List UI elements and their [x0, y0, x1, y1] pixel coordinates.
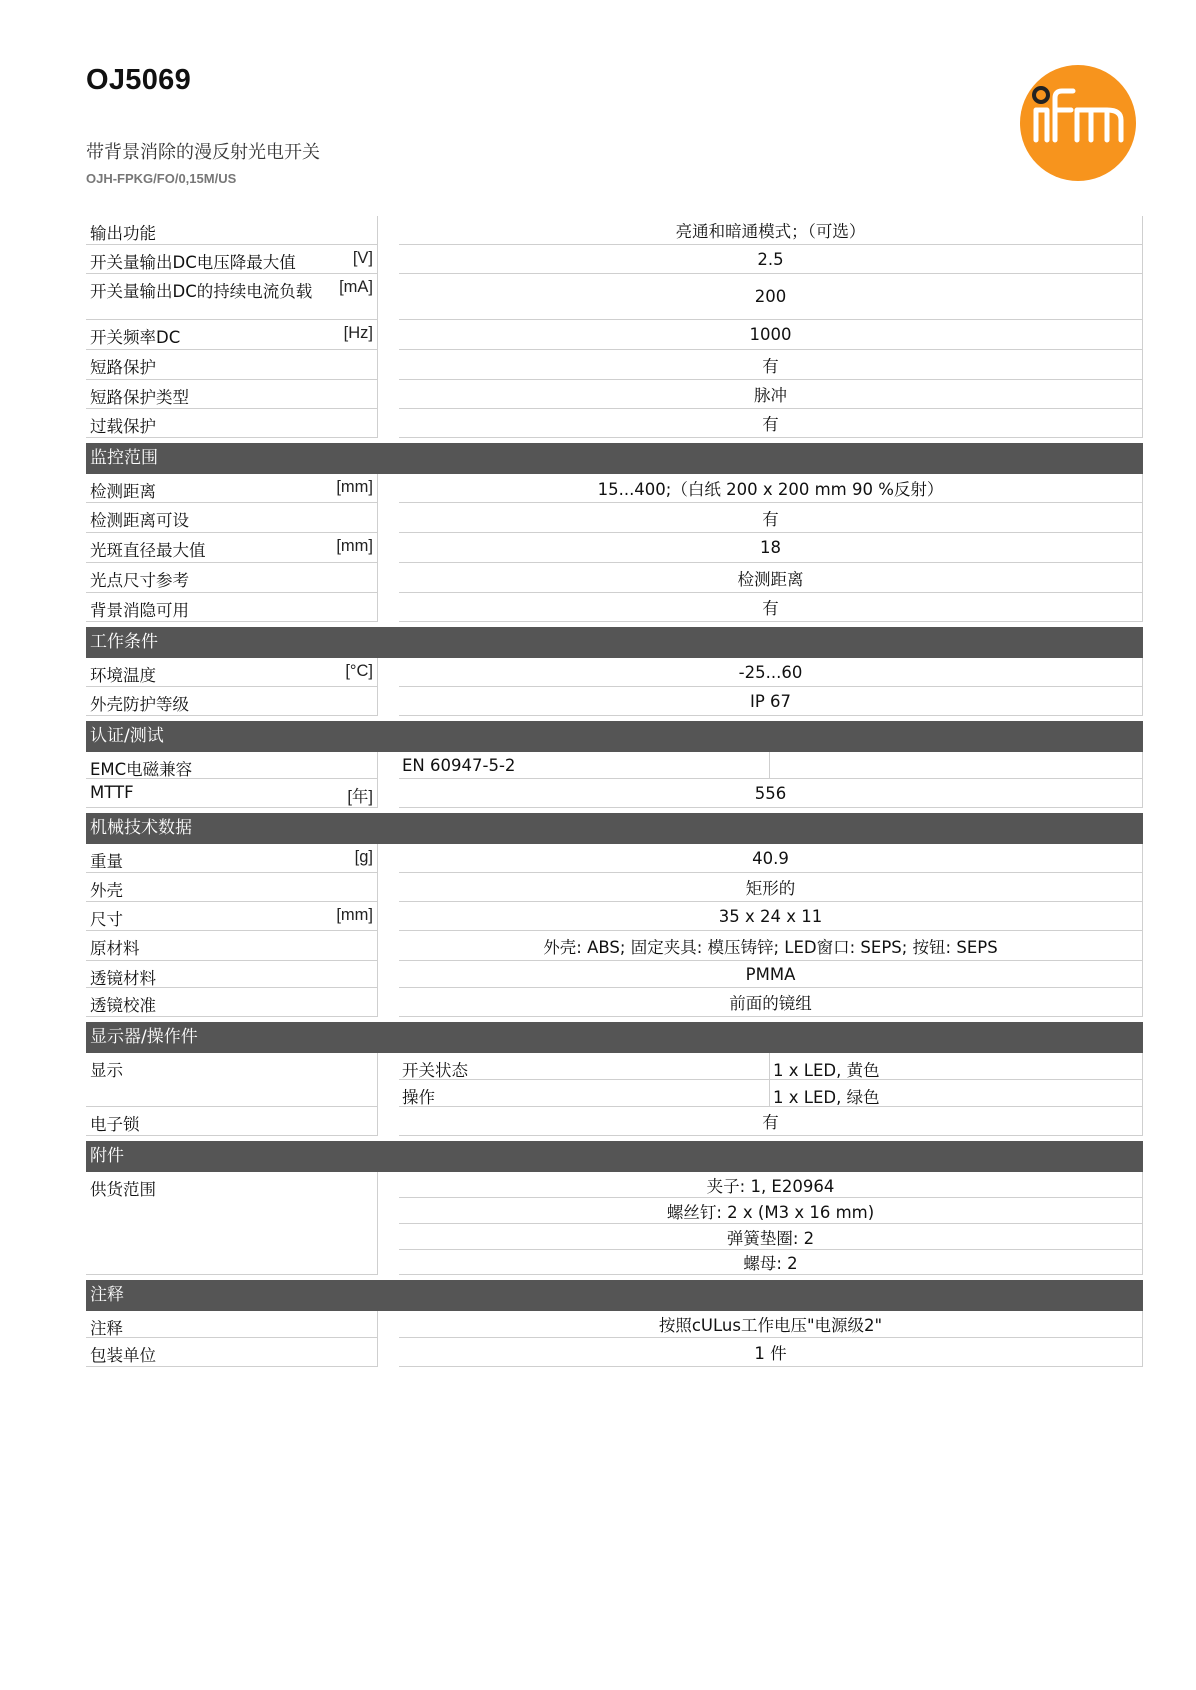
label-text: 环境温度 [90, 666, 156, 685]
spec-value: 200 [399, 274, 1143, 320]
label-text: 检测距离 [90, 482, 156, 501]
spec-value: 有 [399, 1107, 1143, 1136]
unit-text: [mm] [336, 906, 373, 924]
spec-value: 2.5 [399, 245, 1143, 274]
unit-text: [g] [354, 848, 373, 866]
spec-label [86, 409, 378, 438]
label-text: 尺寸 [90, 910, 123, 929]
spec-label [86, 350, 378, 380]
unit-text: [年] [347, 788, 373, 806]
section-header-mechanical: 机械技术数据 [86, 813, 1143, 844]
unit-text: [Hz] [343, 324, 373, 342]
spec-row-overload [86, 409, 1143, 438]
spec-value: PMMA [399, 961, 1143, 988]
label-text: MTTF [90, 783, 134, 802]
display-item-name: 操作 [399, 1080, 770, 1107]
spec-value: 18 [399, 533, 1143, 563]
product-description: 带背景消除的漫反射光电开关 [86, 142, 320, 163]
spec-label [86, 216, 378, 245]
spec-label [86, 902, 378, 931]
spec-label [86, 1311, 378, 1338]
spec-value: -25...60 [399, 658, 1143, 687]
label-text: 外壳 [90, 881, 123, 900]
spec-value: 按照cULus工作电压"电源级2" [399, 1311, 1143, 1338]
spec-label [86, 320, 378, 350]
label-text: EMC电磁兼容 [90, 760, 193, 779]
unit-text: [mA] [339, 278, 373, 296]
label-text: 开关量输出DC的持续电流负载 [90, 282, 313, 301]
spec-label [86, 1107, 378, 1136]
supply-item: 弹簧垫圈: 2 [399, 1224, 1143, 1250]
spec-value: IP 67 [399, 687, 1143, 716]
spec-row-emc [86, 752, 1143, 779]
unit-text: [mm] [336, 478, 373, 496]
spec-row-note [86, 1311, 1143, 1338]
spec-row-voltage-drop [86, 245, 1143, 274]
spec-label [86, 658, 378, 687]
spec-value: 脉冲 [399, 380, 1143, 409]
spec-row-spot-reference [86, 563, 1143, 593]
spec-row-short-circuit [86, 350, 1143, 380]
spec-value: 40.9 [399, 844, 1143, 873]
spec-label [86, 474, 378, 503]
label-text: 外壳防护等级 [90, 695, 189, 714]
spec-row-current-load [86, 274, 1143, 320]
label-text: 原材料 [90, 939, 140, 958]
section-header-approvals: 认证/测试 [86, 721, 1143, 752]
spec-row-scope-of-supply [86, 1172, 1143, 1275]
spec-row-dimensions [86, 902, 1143, 931]
spec-row-range-adjustable [86, 503, 1143, 533]
label-text: 显示 [90, 1061, 123, 1080]
unit-text: [mm] [336, 537, 373, 555]
section-header-accessories: 附件 [86, 1141, 1143, 1172]
section-header-monitoring: 监控范围 [86, 443, 1143, 474]
emc-standard-extra [770, 752, 1143, 779]
spec-row-ambient-temperature [86, 658, 1143, 687]
supply-item: 螺母: 2 [399, 1250, 1143, 1275]
label-text: 注释 [90, 1319, 123, 1338]
section-header-display: 显示器/操作件 [86, 1022, 1143, 1053]
spec-value: 556 [399, 779, 1143, 808]
spec-value: 矩形的 [399, 873, 1143, 902]
display-item-name: 开关状态 [399, 1053, 770, 1080]
spec-value-split [399, 752, 1143, 779]
spec-row-sensing-range [86, 474, 1143, 503]
label-text: 电子锁 [90, 1115, 140, 1134]
supply-item: 夹子: 1, E20964 [399, 1172, 1143, 1198]
spec-label [86, 779, 378, 808]
spec-label [86, 533, 378, 563]
spec-row-switching-frequency [86, 320, 1143, 350]
display-item [399, 1080, 1143, 1107]
section-header-notes: 注释 [86, 1280, 1143, 1311]
spec-row-short-circuit-type [86, 380, 1143, 409]
spec-label [86, 687, 378, 716]
spec-label [86, 988, 378, 1017]
label-text: 透镜校准 [90, 996, 156, 1015]
spec-label [86, 380, 378, 409]
label-text: 透镜材料 [90, 969, 156, 988]
display-item-value: 1 x LED, 黄色 [770, 1053, 1143, 1080]
spec-value: 15...400;（白纸 200 x 200 mm 90 %反射） [399, 474, 1143, 503]
label-text: 包装单位 [90, 1346, 156, 1365]
spec-label [86, 873, 378, 902]
spec-row-protection-rating [86, 687, 1143, 716]
label-text: 输出功能 [90, 224, 156, 243]
label-text: 背景消隐可用 [90, 601, 189, 620]
spec-row-weight [86, 844, 1143, 873]
spec-value: 有 [399, 409, 1143, 438]
spec-row-display [86, 1053, 1143, 1107]
ifm-logo [1019, 64, 1137, 182]
spec-label [86, 752, 378, 779]
product-code: OJ5069 [86, 64, 191, 96]
spec-row-mttf [86, 779, 1143, 808]
spec-row-spot-diameter [86, 533, 1143, 563]
spec-value: 前面的镜组 [399, 988, 1143, 1017]
spec-label [86, 1172, 378, 1275]
label-text: 短路保护类型 [90, 388, 189, 407]
display-items [399, 1053, 1143, 1107]
spec-label [86, 563, 378, 593]
spec-value: 有 [399, 503, 1143, 533]
label-text: 供货范围 [90, 1180, 156, 1199]
label-text: 检测距离可设 [90, 511, 189, 530]
spec-row-background-suppression [86, 593, 1143, 622]
article-number: OJH-FPKG/FO/0,15M/US [86, 171, 237, 186]
spec-label [86, 503, 378, 533]
spec-value: 1000 [399, 320, 1143, 350]
spec-label [86, 274, 378, 320]
spec-label [86, 844, 378, 873]
supply-item: 螺丝钉: 2 x (M3 x 16 mm) [399, 1198, 1143, 1224]
spec-value: 35 x 24 x 11 [399, 902, 1143, 931]
supply-items [399, 1172, 1143, 1275]
spec-value: 亮通和暗通模式；（可选） [399, 216, 1143, 245]
spec-row-lens-material [86, 961, 1143, 988]
unit-text: [°C] [345, 662, 373, 680]
spec-table [86, 216, 1143, 1367]
label-text: 开关量输出DC电压降最大值 [90, 253, 296, 272]
spec-label [86, 245, 378, 274]
spec-row-output-function [86, 216, 1143, 245]
spec-value: 外壳: ABS; 固定夹具: 模压铸锌; LED窗口: SEPS; 按钮: SEPS [399, 931, 1143, 961]
label-text: 短路保护 [90, 358, 156, 377]
label-text: 开关频率DC [90, 328, 181, 347]
spec-row-housing [86, 873, 1143, 902]
spec-label [86, 1338, 378, 1367]
spec-row-packaging-unit [86, 1338, 1143, 1367]
spec-value: 有 [399, 350, 1143, 380]
display-item-value: 1 x LED, 绿色 [770, 1080, 1143, 1107]
spec-label [86, 593, 378, 622]
spec-row-lens-alignment [86, 988, 1143, 1017]
display-item [399, 1053, 1143, 1080]
label-text: 光点尺寸参考 [90, 571, 189, 590]
section-header-conditions: 工作条件 [86, 627, 1143, 658]
label-text: 重量 [90, 852, 123, 871]
spec-label [86, 1053, 378, 1107]
spec-row-electronic-lock [86, 1107, 1143, 1136]
spec-label [86, 931, 378, 961]
spec-value: 有 [399, 593, 1143, 622]
label-text: 光斑直径最大值 [90, 541, 206, 560]
label-text: 过载保护 [90, 417, 156, 436]
spec-label [86, 961, 378, 988]
unit-text: [V] [352, 249, 373, 267]
emc-standard: EN 60947-5-2 [399, 752, 770, 779]
spec-row-materials [86, 931, 1143, 961]
spec-value: 检测距离 [399, 563, 1143, 593]
spec-value: 1 件 [399, 1338, 1143, 1367]
